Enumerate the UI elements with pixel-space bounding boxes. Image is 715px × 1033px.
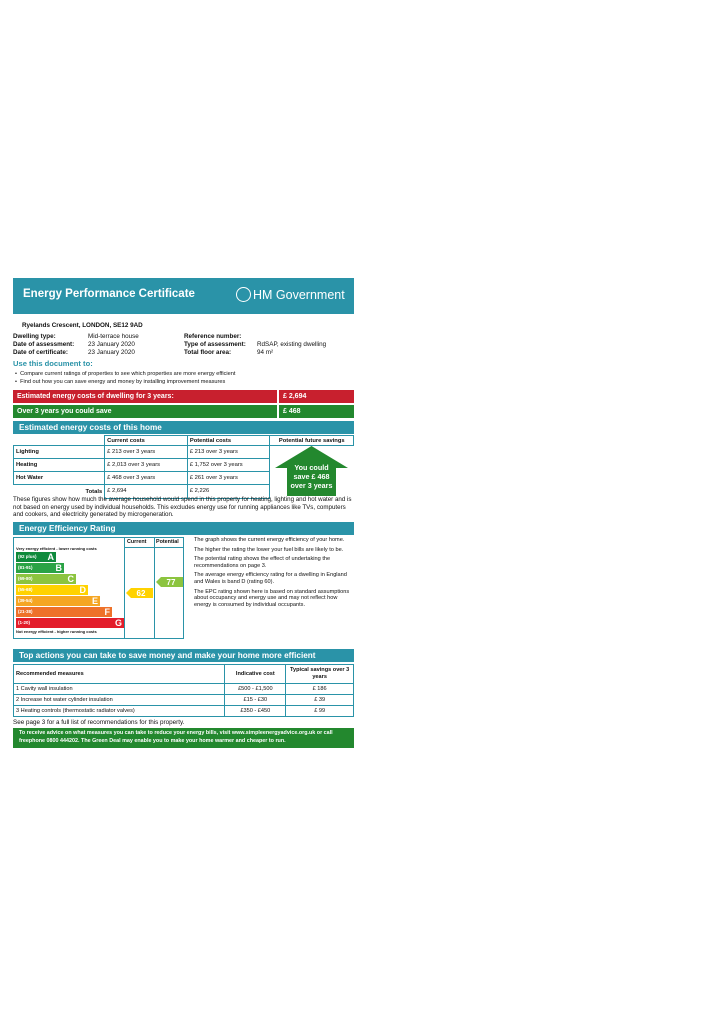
- savings-house-icon: [272, 446, 351, 496]
- band-letter: B: [55, 563, 62, 573]
- dwelling-type-value: Mid-terrace house: [88, 333, 139, 340]
- rating-notes: [194, 537, 354, 608]
- date-assessment-label: Date of assessment:: [13, 341, 75, 348]
- totals-label: Totals: [14, 485, 105, 498]
- see-more-note: See page 3 for a full list of recommendations for this property.: [13, 719, 185, 726]
- date-certificate-value: 23 January 2020: [88, 349, 135, 356]
- rating-top-note: Very energy efficient - lower running costs: [16, 546, 97, 551]
- crown-crest-icon: [236, 287, 251, 302]
- row-label: Hot Water: [14, 472, 105, 485]
- current-rating-value: 62: [136, 589, 146, 598]
- savings-line-2: save £ 468: [293, 472, 330, 481]
- band-range: (39-54): [18, 598, 33, 603]
- rating-section-header: Energy Efficiency Rating: [13, 522, 354, 535]
- measure-cost: £15 - £30: [225, 695, 286, 706]
- band-range: (69-80): [18, 576, 33, 581]
- table-row: [14, 706, 354, 717]
- measure-cost: £500 - £1,500: [225, 684, 286, 695]
- measure-cost: £350 - £450: [225, 706, 286, 717]
- band-letter: D: [79, 585, 86, 595]
- rating-bottom-note: Not energy efficient - higher running costs: [16, 629, 97, 634]
- use-bullet: • Compare current ratings of properties to see which properties are more energy efficient: [15, 371, 236, 377]
- rating-note: The graph shows the current energy efficiency of your home.: [194, 537, 345, 543]
- savings-header: Typical savings over 3 years: [286, 665, 354, 684]
- actions-section-header: Top actions you can take to save money and make your home more efficient: [13, 649, 354, 662]
- estimated-costs-bar: Estimated energy costs of dwelling for 3 years:: [13, 390, 277, 403]
- band-range: (92 plus): [18, 554, 37, 559]
- band-b: [16, 563, 64, 573]
- address: Ryelands Crescent, LONDON, SE12 9AD: [22, 322, 143, 329]
- band-f: [16, 607, 112, 617]
- costs-table: [13, 435, 354, 499]
- floor-area-value: 94 m²: [257, 349, 274, 356]
- band-a: [16, 552, 56, 562]
- measure-saving: £ 39: [286, 695, 354, 706]
- row-label: Lighting: [14, 446, 105, 459]
- table-row: [14, 695, 354, 706]
- rating-note: The higher the rating the lower your fuel bills are likely to be.: [194, 546, 344, 553]
- band-letter: A: [47, 552, 54, 562]
- could-save-bar: Over 3 years you could save: [13, 405, 277, 418]
- use-document-title: Use this document to:: [13, 359, 93, 368]
- measure: 1 Cavity wall insulation: [14, 684, 225, 695]
- potential-cost: £ 213 over 3 years: [187, 446, 270, 459]
- potential-rating-value: 77: [166, 578, 176, 587]
- band-range: (1-20): [18, 620, 31, 625]
- costs-note: These figures show how much the average household would spend in this property for heating, lighting and hot water and is not based on energy used by individual households. This excludes energy use for running appliances like TVs, computers and cookers, and electricity generated by microgeneration.: [13, 496, 352, 519]
- savings-line-3: over 3 years: [291, 481, 333, 490]
- current-column-header: Current: [127, 539, 147, 545]
- table-row: [14, 446, 354, 459]
- dwelling-type-label: Dwelling type:: [13, 333, 56, 340]
- date-certificate-label: Date of certificate:: [13, 349, 68, 356]
- total-current: £ 2,694: [105, 485, 188, 498]
- future-savings-header: Potential future savings: [270, 436, 354, 446]
- rating-note: The average energy efficiency rating for a dwelling in England and Wales is band D (rating 60).: [194, 572, 347, 585]
- current-cost: £ 213 over 3 years: [105, 446, 188, 459]
- could-save-value: £ 468: [279, 405, 354, 418]
- band-e: [16, 596, 100, 606]
- rating-note: The EPC rating shown here is based on standard assumptions about occupancy and energy use and may not reflect how energy is consumed by individual occupants.: [194, 588, 350, 608]
- band-letter: G: [114, 618, 122, 628]
- band-letter: F: [104, 607, 110, 617]
- current-cost: £ 2,013 over 3 years: [105, 459, 188, 472]
- current-rating-arrow: [126, 585, 153, 603]
- rating-chart: [13, 537, 184, 639]
- band-d: [16, 585, 88, 595]
- potential-rating-arrow: [156, 574, 183, 592]
- band-c: [16, 574, 76, 584]
- band-letter: E: [91, 596, 98, 606]
- hm-government-text: HM Government: [253, 288, 345, 302]
- total-potential: £ 2,226: [187, 485, 270, 498]
- band-range: (21-38): [18, 609, 33, 614]
- measure: 3 Heating controls (thermostatic radiator valves): [14, 706, 225, 717]
- current-cost: £ 468 over 3 years: [105, 472, 188, 485]
- potential-cost: £ 261 over 3 years: [187, 472, 270, 485]
- date-assessment-value: 23 January 2020: [88, 341, 135, 348]
- current-costs-header: Current costs: [105, 436, 188, 446]
- floor-area-label: Total floor area:: [184, 349, 232, 356]
- band-range: (81-91): [18, 565, 33, 570]
- recommendations-table: [13, 664, 354, 717]
- hm-government-logo: [236, 287, 345, 302]
- measures-header: Recommended measures: [14, 665, 225, 684]
- type-assessment-label: Type of assessment:: [184, 341, 246, 348]
- potential-cost: £ 1,752 over 3 years: [187, 459, 270, 472]
- cost-header: Indicative cost: [225, 665, 286, 684]
- measure-saving: £ 186: [286, 684, 354, 695]
- epc-title: Energy Performance Certificate: [23, 288, 195, 300]
- potential-costs-header: Potential costs: [187, 436, 270, 446]
- measure: 2 Increase hot water cylinder insulation: [14, 695, 225, 706]
- rating-note: The potential rating shows the effect of undertaking the recommendations on page 3.: [194, 556, 331, 569]
- epc-document: [13, 278, 354, 748]
- band-g: [16, 618, 124, 628]
- advice-footer: To receive advice on what measures you can take to reduce your energy bills, visit www.simpleenergyadvice.org.uk or call freephone 0800 444202. The Green Deal may enable you to make your home warmer and cheaper to run.: [13, 728, 354, 748]
- savings-cell: [270, 446, 354, 499]
- use-bullet: • Find out how you can save energy and money by installing improvement measures: [15, 379, 226, 385]
- estimated-costs-value: £ 2,694: [279, 390, 354, 403]
- band-letter: C: [67, 574, 74, 584]
- reference-label: Reference number:: [184, 333, 242, 340]
- row-label: Heating: [14, 459, 105, 472]
- potential-column-header: Potential: [156, 539, 179, 545]
- table-row: [14, 684, 354, 695]
- costs-section-header: Estimated energy costs of this home: [13, 421, 354, 434]
- band-range: (55-68): [18, 587, 33, 592]
- savings-line-1: You could: [294, 463, 330, 472]
- type-assessment-value: RdSAP, existing dwelling: [257, 341, 327, 348]
- measure-saving: £ 99: [286, 706, 354, 717]
